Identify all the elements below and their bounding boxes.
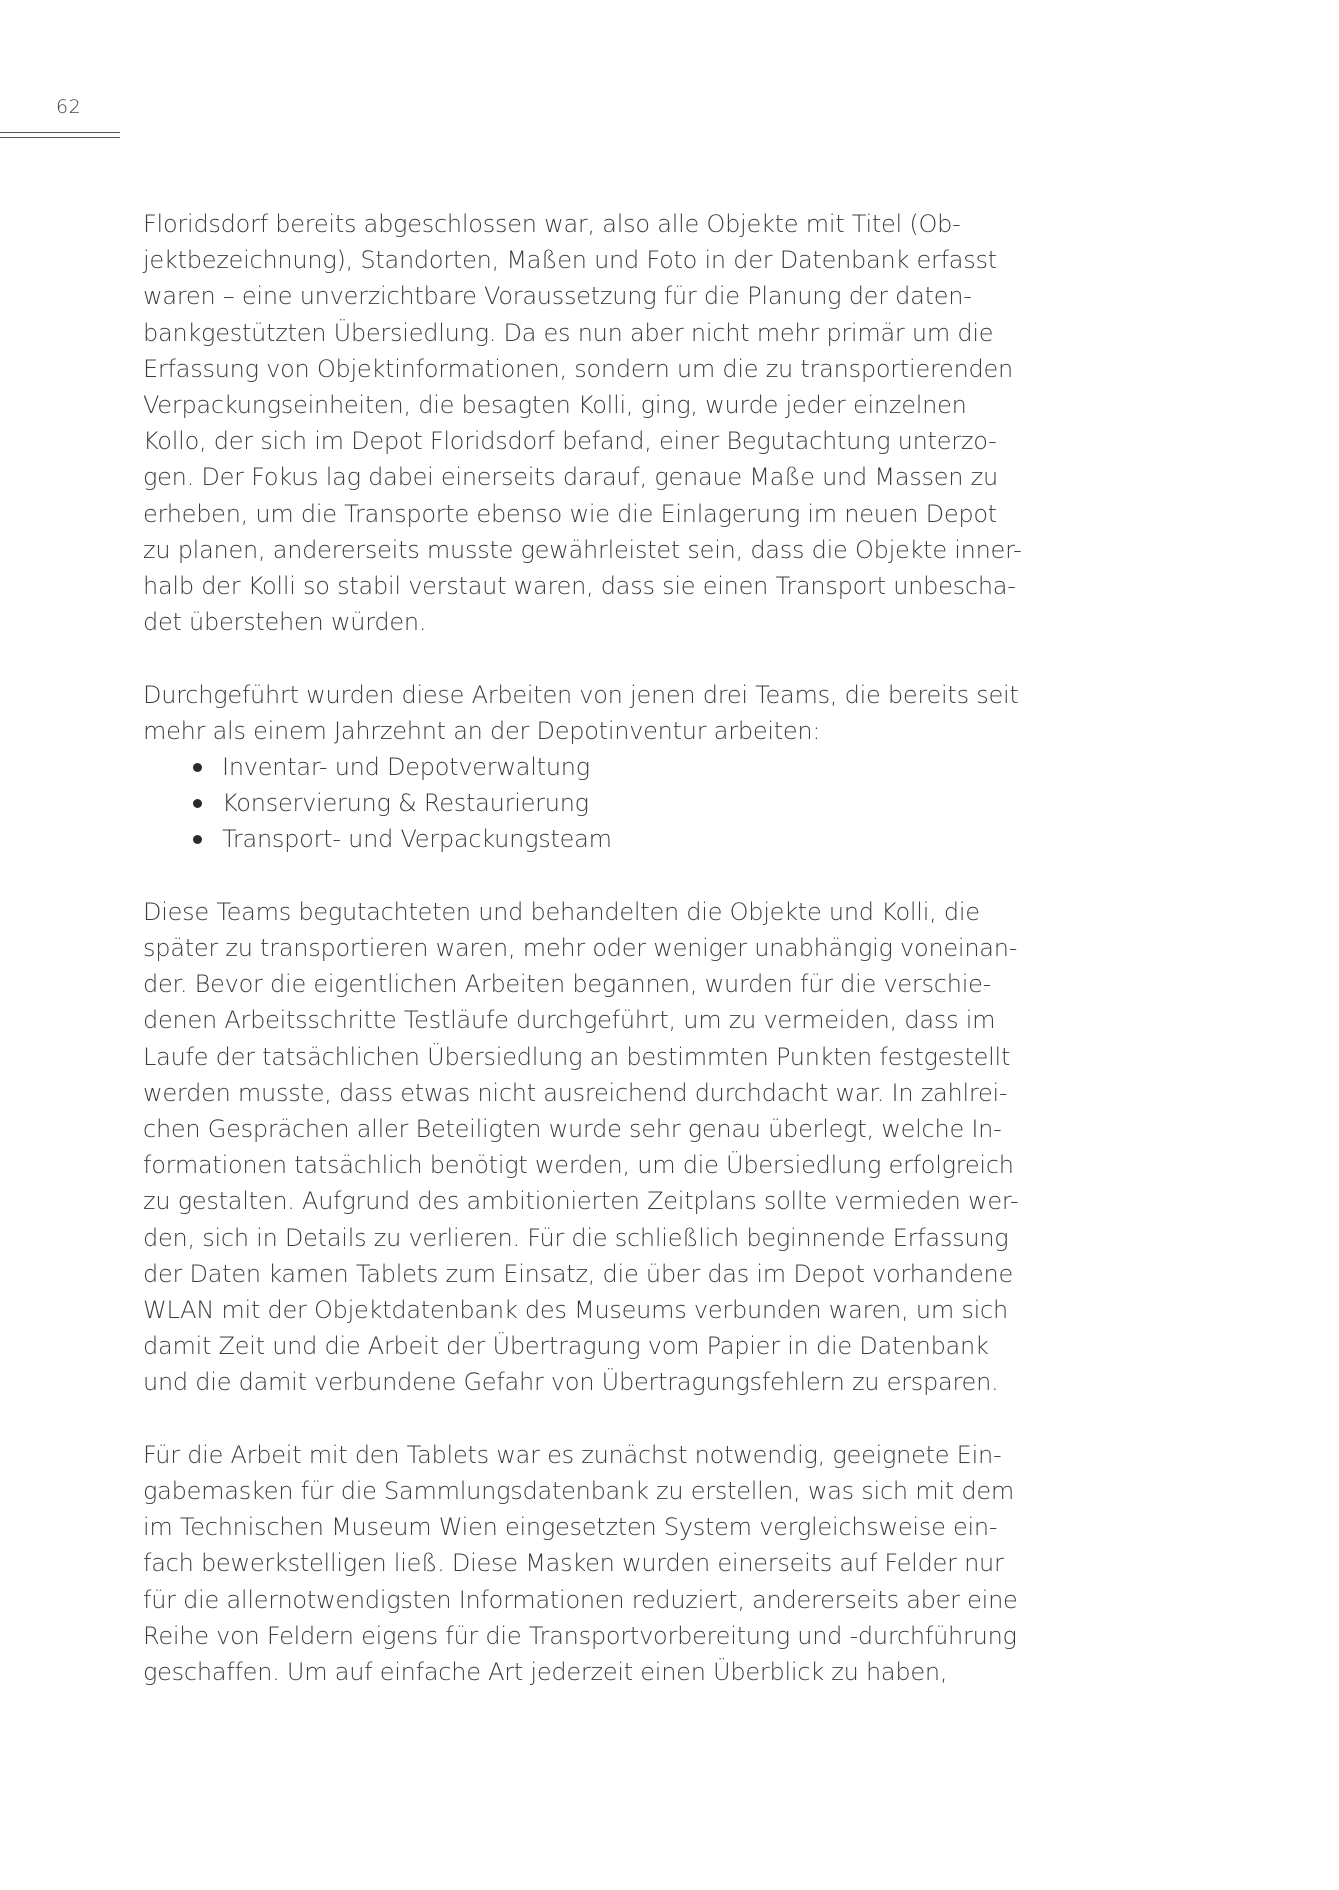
text-line: mehr als einem Jahrzehnt an der Depotinventur arbeiten: xyxy=(143,716,821,745)
text-line: formationen tatsächlich benötigt werden, um die Übersiedlung erfolgreich xyxy=(143,1151,1014,1180)
text-line: Verpackungseinheiten, die besagten Kolli, ging, wurde jeder einzelnen xyxy=(143,391,967,420)
page-number: 62 xyxy=(56,96,82,118)
text-line: halb der Kolli so stabil verstaut waren, dass sie einen Transport unbescha- xyxy=(143,572,1016,601)
text-line: waren – eine unverzichtbare Voraussetzung für die Planung der daten- xyxy=(143,282,972,311)
list-item xyxy=(143,785,1043,821)
text-line: jektbezeichnung), Standorten, Maßen und Foto in der Datenbank erfasst xyxy=(143,246,997,275)
text-line: Laufe der tatsächlichen Übersiedlung an bestimmten Punkten festgestellt xyxy=(143,1042,1011,1071)
list-item xyxy=(143,821,1043,857)
paragraph-2 xyxy=(143,677,1043,749)
text-line: zu gestalten. Aufgrund des ambitionierten Zeitplans sollte vermieden wer- xyxy=(143,1187,1019,1216)
body-text xyxy=(143,206,1043,1690)
bullet-icon xyxy=(193,799,202,808)
list-item xyxy=(143,749,1043,785)
text-line: Erfassung von Objektinformationen, sondern um die zu transportierenden xyxy=(143,354,1013,383)
text-line: gabemasken für die Sammlungsdatenbank zu erstellen, was sich mit dem xyxy=(143,1477,1014,1506)
bullet-icon xyxy=(193,835,202,844)
list-item-label: Transport- und Verpackungsteam xyxy=(222,825,612,854)
paragraph-gap xyxy=(143,858,1043,894)
text-line: geschaffen. Um auf einfache Art jederzeit einen Überblick zu haben, xyxy=(143,1658,948,1687)
text-line: für die allernotwendigsten Informationen reduziert, andererseits aber eine xyxy=(143,1585,1018,1614)
text-line: det überstehen würden. xyxy=(143,608,427,637)
text-line: damit Zeit und die Arbeit der Übertragung vom Papier in die Datenbank xyxy=(143,1332,989,1361)
text-line: der Daten kamen Tablets zum Einsatz, die über das im Depot vorhandene xyxy=(143,1259,1013,1288)
text-line: später zu transportieren waren, mehr oder weniger unabhängig voneinan- xyxy=(143,934,1018,963)
text-line: Reihe von Feldern eigens für die Transportvorbereitung und -durchführung xyxy=(143,1621,1017,1650)
paragraph-1 xyxy=(143,206,1043,640)
text-line: fach bewerkstelligen ließ. Diese Masken wurden einerseits auf Felder nur xyxy=(143,1549,1004,1578)
text-line: zu planen, andererseits musste gewährleistet sein, dass die Objekte inner- xyxy=(143,535,1022,564)
text-line: Floridsdorf bereits abgeschlossen war, also alle Objekte mit Titel (Ob- xyxy=(143,210,961,238)
text-line: Für die Arbeit mit den Tablets war es zunächst notwendig, geeignete Ein- xyxy=(143,1440,1002,1469)
text-line: erheben, um die Transporte ebenso wie die Einlagerung im neuen Depot xyxy=(143,499,997,528)
text-line: WLAN mit der Objektdatenbank des Museums verbunden waren, um sich xyxy=(143,1296,1008,1325)
paragraph-4 xyxy=(143,1437,1043,1690)
list-item-label: Inventar- und Depotverwaltung xyxy=(222,753,590,782)
text-line: gen. Der Fokus lag dabei einerseits darauf, genaue Maße und Massen zu xyxy=(143,463,998,492)
text-line: Durchgeführt wurden diese Arbeiten von jenen drei Teams, die bereits seit xyxy=(143,680,1019,709)
text-line: im Technischen Museum Wien eingesetzten System vergleichsweise ein- xyxy=(143,1513,998,1542)
header-double-rule xyxy=(0,132,120,138)
paragraph-3 xyxy=(143,894,1043,1401)
text-line: denen Arbeitsschritte Testläufe durchgeführt, um zu vermeiden, dass im xyxy=(143,1006,996,1035)
text-line: bankgestützten Übersiedlung. Da es nun aber nicht mehr primär um die xyxy=(143,318,994,347)
bullet-icon xyxy=(193,763,202,772)
teams-list xyxy=(143,749,1043,858)
text-line: der. Bevor die eigentlichen Arbeiten begannen, wurden für die verschie- xyxy=(143,970,992,999)
text-line: Diese Teams begutachteten und behandelten die Objekte und Kolli, die xyxy=(143,897,980,926)
text-line: werden musste, dass etwas nicht ausreichend durchdacht war. In zahlrei- xyxy=(143,1078,1008,1107)
paragraph-gap xyxy=(143,1401,1043,1437)
text-line: und die damit verbundene Gefahr von Übertragungsfehlern zu ersparen. xyxy=(143,1368,999,1397)
text-line: Kollo, der sich im Depot Floridsdorf befand, einer Begutachtung unterzo- xyxy=(143,427,997,456)
text-line: den, sich in Details zu verlieren. Für die schließlich beginnende Erfassung xyxy=(143,1223,1009,1252)
paragraph-gap xyxy=(143,640,1043,676)
text-line: chen Gesprächen aller Beteiligten wurde sehr genau überlegt, welche In- xyxy=(143,1115,1002,1144)
list-item-label: Konservierung & Restaurierung xyxy=(222,789,589,818)
